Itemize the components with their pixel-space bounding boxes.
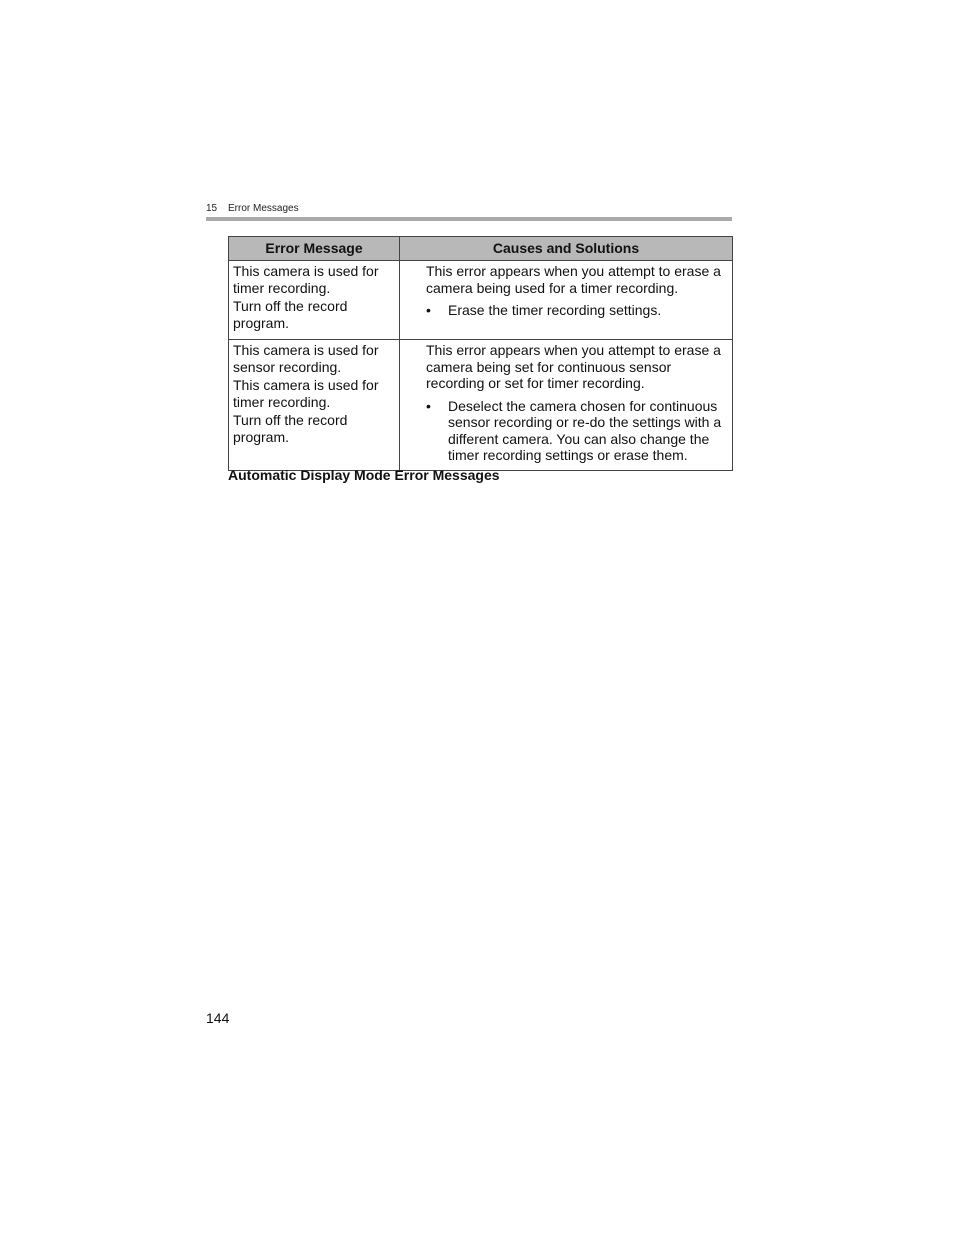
bullet-icon: • — [426, 302, 431, 318]
table-row — [229, 340, 733, 471]
running-header — [206, 203, 732, 215]
cause-text: This error appears when you attempt to erase a camera being used for a timer recording. — [426, 263, 721, 296]
cause-cell — [400, 340, 733, 471]
solution-item: • Deselect the camera chosen for continuous sensor recording or re-do the settings with a different camera. You can also change the timer recording settings or erase them. — [426, 397, 722, 463]
solution-list — [426, 398, 726, 464]
section-caption: Automatic Display Mode Error Messages — [228, 467, 500, 483]
error-messages-table — [228, 236, 733, 471]
solution-item: • Erase the timer recording settings. — [426, 302, 662, 318]
error-message-cell — [229, 261, 400, 340]
error-message-text: Turn off the record program. — [233, 412, 348, 445]
column-header-causes-solutions: Causes and Solutions — [400, 237, 733, 261]
cause-cell — [400, 261, 733, 340]
error-message-text: Turn off the record program. — [233, 298, 348, 331]
error-message-text: This camera is used for timer recording. — [233, 377, 379, 410]
header-rule — [206, 217, 732, 221]
error-message-text: This camera is used for sensor recording. — [233, 342, 379, 375]
page-number: 144 — [206, 1010, 230, 1026]
error-message-text: This camera is used for timer recording. — [233, 263, 379, 296]
column-header-error-message: Error Message — [229, 237, 400, 261]
error-message-cell — [229, 340, 400, 471]
chapter-number: 15 — [206, 203, 218, 214]
table-header-row — [229, 237, 733, 261]
table-row — [229, 261, 733, 340]
solution-list — [426, 302, 726, 319]
cause-text: This error appears when you attempt to erase a camera being set for continuous sensor recording or set for timer recording. — [426, 342, 721, 391]
bullet-icon: • — [426, 397, 431, 414]
chapter-title: Error Messages — [228, 203, 299, 214]
